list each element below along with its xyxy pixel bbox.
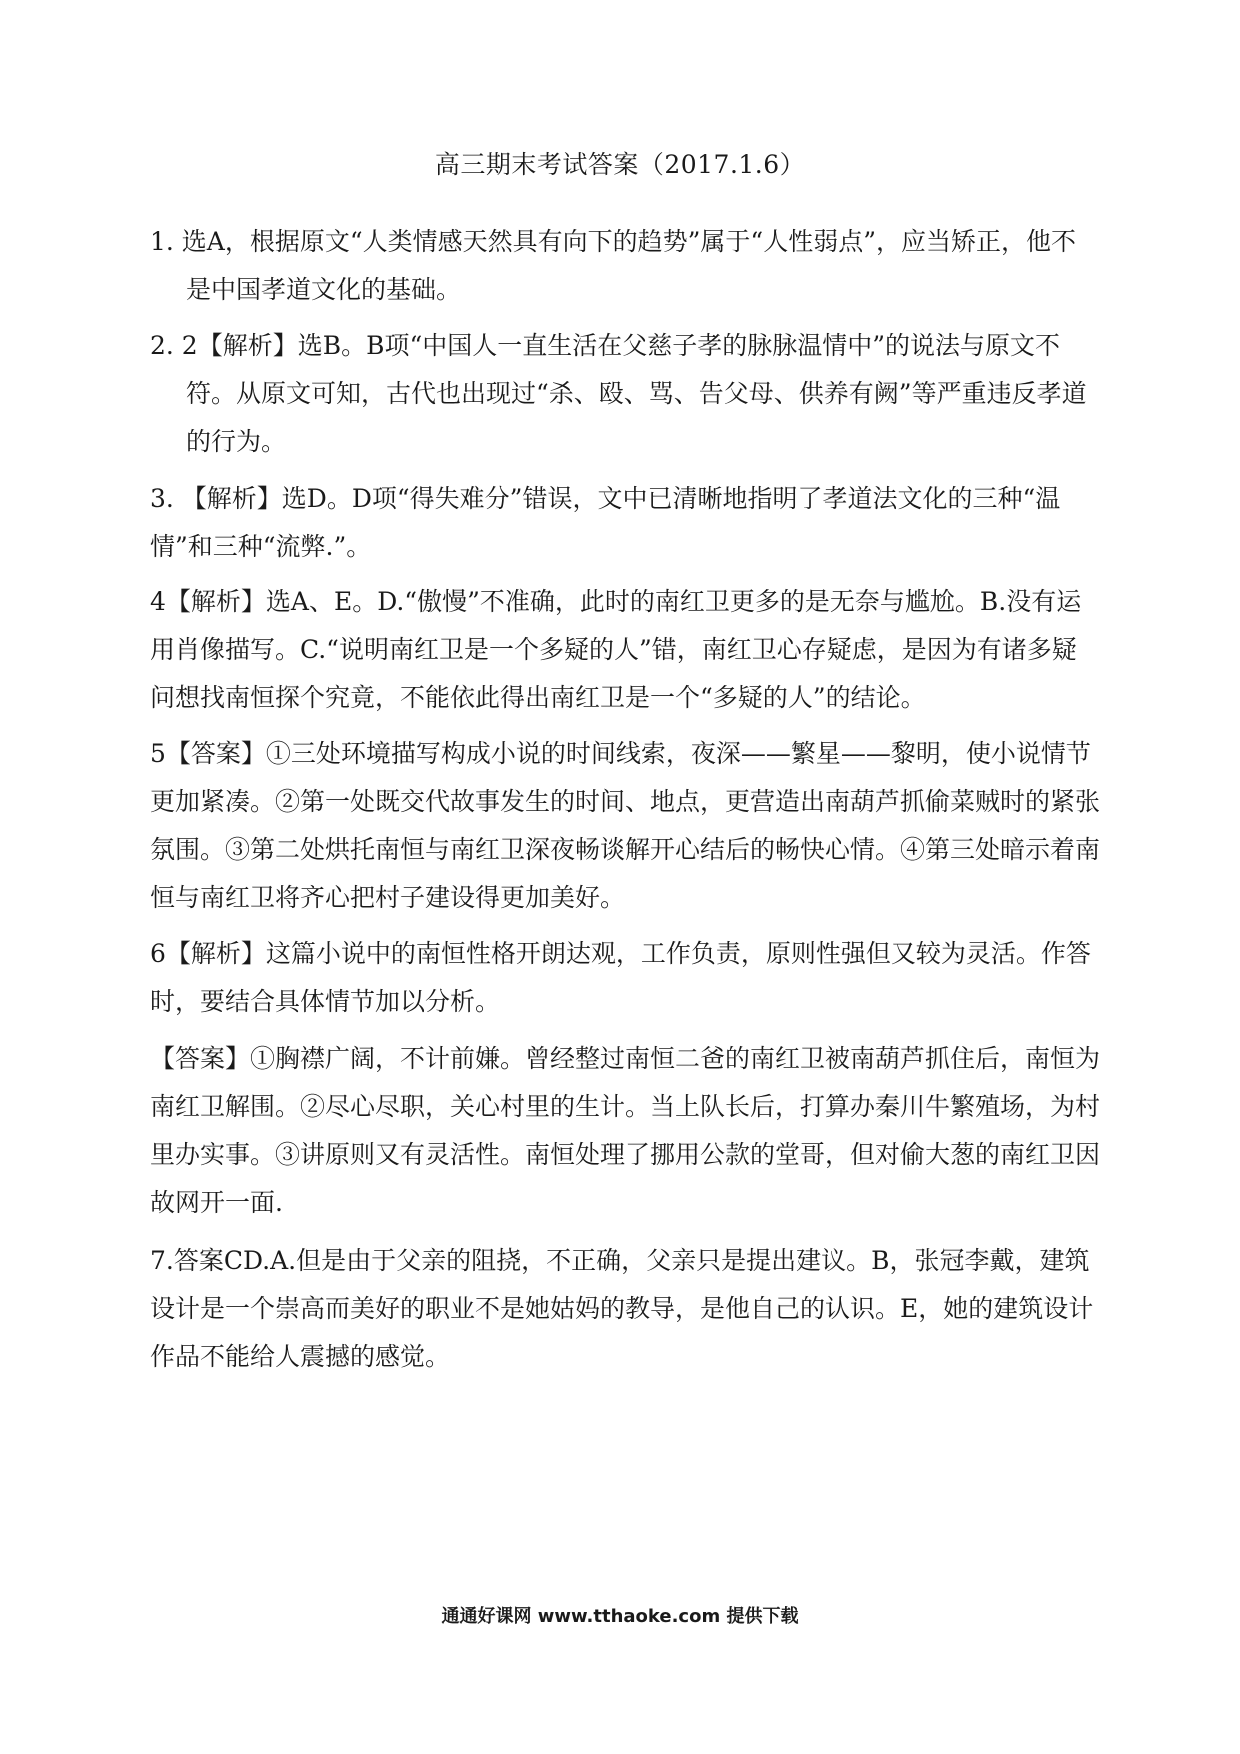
answer-6-analysis: 6【解析】这篇小说中的南恒性格开朗达观，工作负责，原则性强但又较为灵活。作答时，要结合具体情节加以分析。 — [150, 939, 1091, 1016]
answer-1: 1. 选A，根据原文“人类情感天然具有向下的趋势”属于“人性弱点”，应当矫正，他不是中国孝道文化的基础。 — [150, 227, 1076, 304]
answer-2: 2. 2【解析】选B。B项“中国人一直生活在父慈子孝的脉脉温情中”的说法与原文不符。从原文可知，古代也出现过“杀、殴、骂、告父母、供养有阙”等严重违反孝道的行为。 — [150, 331, 1087, 456]
answer-6-answer: 【答案】①胸襟广阔，不计前嫌。曾经整过南恒二爸的南红卫被南葫芦抓住后，南恒为南红卫解围。②尽心尽职，关心村里的生计。当上队长后，打算办秦川牛繁殖场，为村里办实事。③讲原则又有灵活性。南恒处理了挪用公款的堂哥，但对偷大葱的南红卫因故网开一面. — [150, 1044, 1101, 1217]
page-title: 高三期末考试答案（2017.1.6） — [434, 150, 806, 179]
footer-credit: 通通好课网 www.tthaoke.com 提供下载 — [441, 1606, 799, 1627]
answer-5: 5【答案】①三处环境描写构成小说的时间线索，夜深——繁星——黎明，使小说情节更加紧凑。②第一处既交代故事发生的时间、地点，更营造出南葫芦抓偷菜贼时的紧张氛围。③第二处烘托南恒与南红卫深夜畅谈解开心结后的畅快心情。④第三处暗示着南恒与南红卫将齐心把村子建设得更加美好。 — [150, 739, 1101, 912]
answer-4: 4【解析】选A、E。D.“傲慢”不准确，此时的南红卫更多的是无奈与尴尬。B.没有运用肖像描写。C.“说明南红卫是一个多疑的人”错，南红卫心存疑虑，是因为有诸多疑问想找南恒探个究竟，不能依此得出南红卫是一个“多疑的人”的结论。 — [150, 587, 1082, 712]
answer-7: 7.答案CD.A.但是由于父亲的阻挠，不正确，父亲只是提出建议。B，张冠李戴，建筑设计是一个崇高而美好的职业不是她姑妈的教导，是他自己的认识。E，她的建筑设计作品不能给人震撼的感觉。 — [150, 1246, 1094, 1371]
answer-3: 3. 【解析】选D。D项“得失难分”错误，文中已清晰地指明了孝道法文化的三种“温情”和三种“流弊.”。 — [150, 484, 1061, 561]
